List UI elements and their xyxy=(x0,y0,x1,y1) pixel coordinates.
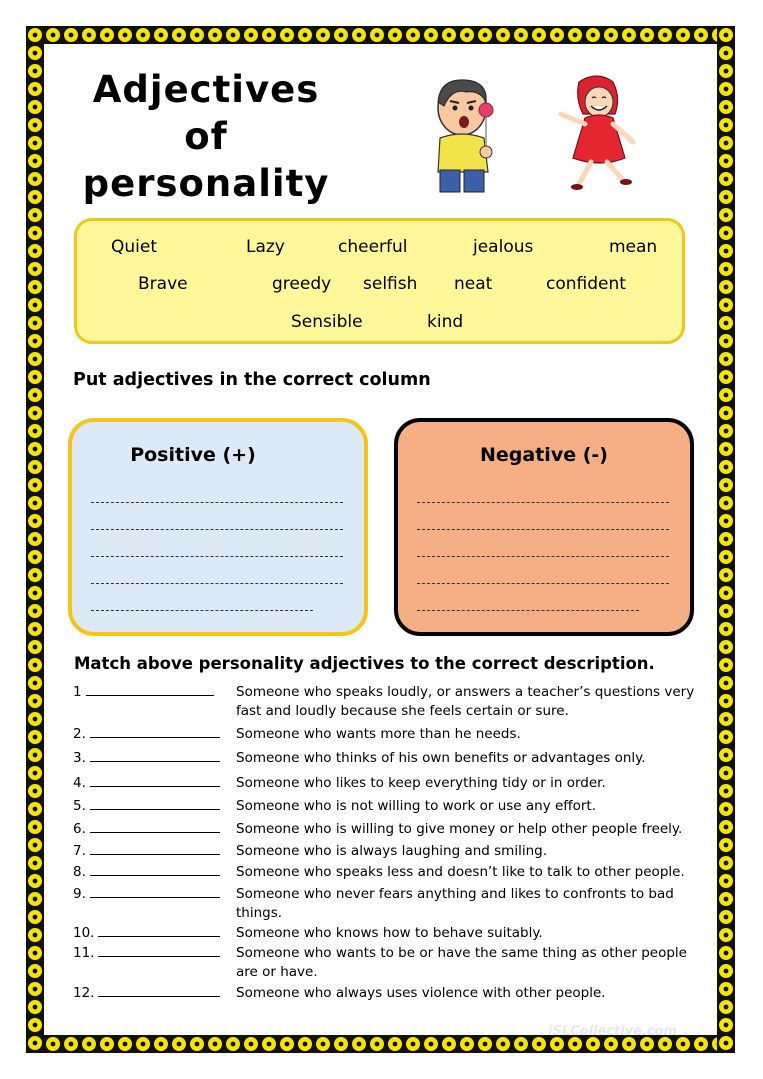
question-number: 1 xyxy=(73,684,82,700)
border-tile xyxy=(458,1035,476,1053)
answer-blank[interactable] xyxy=(90,774,220,787)
border-tile xyxy=(26,1016,44,1034)
border-tile xyxy=(717,944,735,962)
border-tile xyxy=(26,242,44,260)
border-tile xyxy=(717,1034,735,1052)
border-tile xyxy=(26,386,44,404)
border-tile xyxy=(717,116,735,134)
border-tile xyxy=(717,746,735,764)
question-number: 7. xyxy=(73,843,86,859)
worksheet-title xyxy=(76,66,336,207)
answer-blank[interactable] xyxy=(86,683,214,696)
border-tile xyxy=(717,332,735,350)
border-tile xyxy=(717,800,735,818)
border-tile xyxy=(26,548,44,566)
border-tile xyxy=(26,728,44,746)
border-tile xyxy=(26,278,44,296)
border-tile xyxy=(26,512,44,530)
border-tile xyxy=(512,1035,530,1053)
border-tile xyxy=(170,26,188,44)
question-number: 9. xyxy=(73,886,86,902)
border-tile xyxy=(494,26,512,44)
border-tile xyxy=(717,926,735,944)
border-tile xyxy=(26,26,44,44)
border-tile xyxy=(26,692,44,710)
word-bank-item: mean xyxy=(609,237,658,257)
border-tile xyxy=(260,1035,278,1053)
border-tile xyxy=(152,1035,170,1053)
border-tile xyxy=(717,836,735,854)
border-tile xyxy=(62,26,80,44)
border-tile xyxy=(692,1035,710,1053)
border-tile xyxy=(26,224,44,242)
column-instruction: Put adjectives in the correct column xyxy=(73,370,431,390)
question-description: Someone who is willing to give money or help other people freely. xyxy=(236,821,683,837)
border-tile xyxy=(80,26,98,44)
answer-line[interactable] xyxy=(91,583,343,584)
answer-blank[interactable] xyxy=(90,820,220,833)
watermark: iSLCollective.com xyxy=(548,1024,678,1039)
border-tile xyxy=(717,674,735,692)
border-tile xyxy=(717,134,735,152)
border-tile xyxy=(26,908,44,926)
border-tile xyxy=(26,314,44,332)
border-tile xyxy=(717,818,735,836)
border-tile xyxy=(602,26,620,44)
border-tile xyxy=(26,368,44,386)
border-tile xyxy=(332,1035,350,1053)
border-tile xyxy=(717,98,735,116)
answer-line[interactable] xyxy=(91,529,343,530)
border-tile xyxy=(188,1035,206,1053)
border-tile xyxy=(26,638,44,656)
match-instruction: Match above personality adjectives to the correct description. xyxy=(74,654,655,673)
border-tile xyxy=(717,242,735,260)
border-tile xyxy=(422,1035,440,1053)
border-tile xyxy=(242,1035,260,1053)
border-tile xyxy=(717,26,735,44)
border-tile xyxy=(717,44,735,62)
border-tile xyxy=(278,26,296,44)
border-tile xyxy=(26,854,44,872)
border-tile xyxy=(368,26,386,44)
border-tile xyxy=(152,26,170,44)
border-tile xyxy=(26,476,44,494)
border-tile xyxy=(458,26,476,44)
question-description: Someone who wants to be or have the same thing as other people are or have. xyxy=(236,945,687,980)
border-tile xyxy=(422,26,440,44)
answer-line[interactable] xyxy=(91,502,343,503)
border-tile xyxy=(206,1035,224,1053)
border-tile xyxy=(134,1035,152,1053)
border-tile xyxy=(717,710,735,728)
border-tile xyxy=(404,1035,422,1053)
question-description: Someone who is not willing to work or use any effort. xyxy=(236,798,596,814)
border-tile xyxy=(386,1035,404,1053)
negative-column-box xyxy=(394,418,694,636)
border-tile xyxy=(26,458,44,476)
border-tile xyxy=(386,26,404,44)
border-tile xyxy=(26,674,44,692)
border-tile xyxy=(717,62,735,80)
border-tile xyxy=(314,26,332,44)
border-tile xyxy=(717,602,735,620)
border-tile xyxy=(26,962,44,980)
border-tile xyxy=(26,1052,44,1053)
word-bank-item: Lazy xyxy=(246,237,285,257)
border-tile xyxy=(26,782,44,800)
word-bank-item: selfish xyxy=(363,274,418,294)
boy-illustration xyxy=(422,72,512,194)
border-right xyxy=(717,26,735,1053)
border-tile xyxy=(717,440,735,458)
question-number: 11. xyxy=(73,945,95,961)
word-bank xyxy=(74,218,685,344)
title-line: of xyxy=(184,115,228,158)
answer-blank[interactable] xyxy=(98,984,220,997)
question-description: Someone who speaks less and doesn’t like to talk to other people. xyxy=(236,864,685,880)
border-tile xyxy=(116,26,134,44)
negative-heading: Negative (-) xyxy=(480,444,608,466)
border-tile xyxy=(717,422,735,440)
word-bank-item: cheerful xyxy=(338,237,408,257)
border-tile xyxy=(314,1035,332,1053)
border-tile xyxy=(26,926,44,944)
border-tile xyxy=(26,836,44,854)
border-tile xyxy=(170,1035,188,1053)
border-tile xyxy=(717,458,735,476)
border-tile xyxy=(717,908,735,926)
word-bank-item: Brave xyxy=(138,274,188,294)
border-tile xyxy=(717,638,735,656)
answer-blank[interactable] xyxy=(90,863,220,876)
border-tile xyxy=(206,26,224,44)
answer-line[interactable] xyxy=(417,583,669,584)
word-bank-item: jealous xyxy=(473,237,534,257)
border-tile xyxy=(717,620,735,638)
border-tile xyxy=(717,206,735,224)
border-tile xyxy=(656,26,674,44)
border-tile xyxy=(717,224,735,242)
border-tile xyxy=(717,296,735,314)
border-tile xyxy=(44,26,62,44)
border-tile xyxy=(278,1035,296,1053)
border-tile xyxy=(80,1035,98,1053)
border-tile xyxy=(548,26,566,44)
answer-blank[interactable] xyxy=(98,944,220,957)
border-tile xyxy=(26,116,44,134)
question-number: 8. xyxy=(73,864,86,880)
border-tile xyxy=(296,26,314,44)
border-tile xyxy=(26,980,44,998)
border-tile xyxy=(494,1035,512,1053)
word-bank-item: confident xyxy=(546,274,626,294)
girl-illustration xyxy=(549,72,639,194)
border-tile xyxy=(26,80,44,98)
question-number: 3. xyxy=(73,750,86,766)
question-number: 5. xyxy=(73,798,86,814)
border-tile xyxy=(717,872,735,890)
border-tile xyxy=(717,1016,735,1034)
answer-blank[interactable] xyxy=(98,924,220,937)
border-tile xyxy=(26,494,44,512)
answer-line[interactable] xyxy=(417,556,669,557)
border-tile xyxy=(717,152,735,170)
border-tile xyxy=(26,818,44,836)
border-tile xyxy=(26,170,44,188)
border-tile xyxy=(26,620,44,638)
border-tile xyxy=(717,260,735,278)
border-tile xyxy=(116,1035,134,1053)
question-number: 12. xyxy=(73,985,95,1001)
border-tile xyxy=(638,26,656,44)
border-tile xyxy=(260,26,278,44)
question-number: 2. xyxy=(73,726,86,742)
border-tile xyxy=(26,44,44,62)
border-tile xyxy=(717,404,735,422)
border-tile xyxy=(717,548,735,566)
positive-column-box xyxy=(68,418,368,636)
border-tile xyxy=(717,278,735,296)
border-tile xyxy=(26,206,44,224)
border-tile xyxy=(26,98,44,116)
answer-line[interactable] xyxy=(91,556,343,557)
border-tile xyxy=(26,746,44,764)
border-tile xyxy=(404,26,422,44)
border-tile xyxy=(26,440,44,458)
border-tile xyxy=(717,854,735,872)
border-tile xyxy=(26,296,44,314)
border-tile xyxy=(674,26,692,44)
border-tile xyxy=(224,1035,242,1053)
question-number: 4. xyxy=(73,775,86,791)
question-number: 10. xyxy=(73,925,95,941)
border-tile xyxy=(566,26,584,44)
border-tile xyxy=(26,404,44,422)
question-description: Someone who always uses violence with other people. xyxy=(236,985,606,1001)
border-tile xyxy=(26,710,44,728)
border-tile xyxy=(530,1035,548,1053)
question-description: Someone who likes to keep everything tidy or in order. xyxy=(236,775,606,791)
border-tile xyxy=(620,26,638,44)
question-description: Someone who never fears anything and likes to confronts to bad things. xyxy=(236,886,674,921)
answer-line[interactable] xyxy=(417,529,669,530)
border-tile xyxy=(717,368,735,386)
answer-line[interactable] xyxy=(91,610,313,611)
border-tile xyxy=(26,134,44,152)
border-tile xyxy=(350,1035,368,1053)
border-tile xyxy=(224,26,242,44)
border-tile xyxy=(717,314,735,332)
title-line: Adjectives xyxy=(92,68,320,111)
border-tile xyxy=(476,1035,494,1053)
worksheet xyxy=(44,44,717,1035)
border-tile xyxy=(717,782,735,800)
border-tile xyxy=(98,1035,116,1053)
border-tile xyxy=(242,26,260,44)
word-bank-item: kind xyxy=(427,312,464,332)
border-tile xyxy=(512,26,530,44)
border-tile xyxy=(26,800,44,818)
border-tile xyxy=(717,476,735,494)
border-tile xyxy=(26,872,44,890)
border-tile xyxy=(717,998,735,1016)
border-tile xyxy=(26,764,44,782)
border-tile xyxy=(476,26,494,44)
border-tile xyxy=(26,152,44,170)
border-tile xyxy=(368,1035,386,1053)
border-tile xyxy=(717,962,735,980)
border-tile xyxy=(717,512,735,530)
border-tile xyxy=(62,1035,80,1053)
word-bank-item: neat xyxy=(454,274,493,294)
answer-blank[interactable] xyxy=(90,797,220,810)
border-tile xyxy=(692,26,710,44)
border-tile xyxy=(350,26,368,44)
border-tile xyxy=(26,422,44,440)
border-tile xyxy=(98,26,116,44)
word-bank-item: Sensible xyxy=(291,312,363,332)
answer-line[interactable] xyxy=(417,610,639,611)
border-tile xyxy=(717,890,735,908)
border-tile xyxy=(44,1035,62,1053)
border-tile xyxy=(26,188,44,206)
border-tile xyxy=(717,1052,735,1053)
border-left xyxy=(26,26,44,1053)
border-tile xyxy=(717,170,735,188)
border-tile xyxy=(26,584,44,602)
border-tile xyxy=(717,350,735,368)
border-tile xyxy=(717,80,735,98)
answer-blank[interactable] xyxy=(90,725,220,738)
question-description: Someone who wants more than he needs. xyxy=(236,726,521,742)
border-tile xyxy=(717,494,735,512)
border-tile xyxy=(26,1034,44,1052)
question-description: Someone who is always laughing and smiling. xyxy=(236,843,547,859)
question-description: Someone who speaks loudly, or answers a teacher’s questions very fast and loudly because she feels certain or sure. xyxy=(236,684,695,719)
border-tile xyxy=(26,260,44,278)
border-tile xyxy=(530,26,548,44)
border-tile xyxy=(26,890,44,908)
border-tile xyxy=(717,656,735,674)
border-tile xyxy=(26,530,44,548)
border-tile xyxy=(26,998,44,1016)
question-number: 6. xyxy=(73,821,86,837)
border-tile xyxy=(26,350,44,368)
word-bank-item: greedy xyxy=(272,274,332,294)
border-tile xyxy=(134,26,152,44)
positive-heading: Positive (+) xyxy=(130,444,256,466)
border-tile xyxy=(440,26,458,44)
border-tile xyxy=(717,692,735,710)
answer-blank[interactable] xyxy=(90,885,220,898)
title-line: personality xyxy=(82,162,330,205)
border-tile xyxy=(717,728,735,746)
border-tile xyxy=(717,584,735,602)
border-tile xyxy=(717,980,735,998)
answer-blank[interactable] xyxy=(90,749,220,762)
border-tile xyxy=(26,566,44,584)
border-tile xyxy=(188,26,206,44)
question-description: Someone who thinks of his own benefits or advantages only. xyxy=(236,750,646,766)
word-bank-item: Quiet xyxy=(111,237,158,257)
border-tile xyxy=(717,530,735,548)
border-tile xyxy=(26,62,44,80)
answer-line[interactable] xyxy=(417,502,669,503)
border-tile xyxy=(26,332,44,350)
answer-blank[interactable] xyxy=(90,842,220,855)
question-description: Someone who knows how to behave suitably. xyxy=(236,925,543,941)
border-tile xyxy=(717,188,735,206)
border-tile xyxy=(584,26,602,44)
border-tile xyxy=(332,26,350,44)
border-tile xyxy=(26,602,44,620)
border-tile xyxy=(26,656,44,674)
border-tile xyxy=(717,764,735,782)
border-tile xyxy=(717,566,735,584)
border-top xyxy=(26,26,735,44)
border-tile xyxy=(296,1035,314,1053)
border-tile xyxy=(26,944,44,962)
border-tile xyxy=(717,386,735,404)
border-tile xyxy=(440,1035,458,1053)
